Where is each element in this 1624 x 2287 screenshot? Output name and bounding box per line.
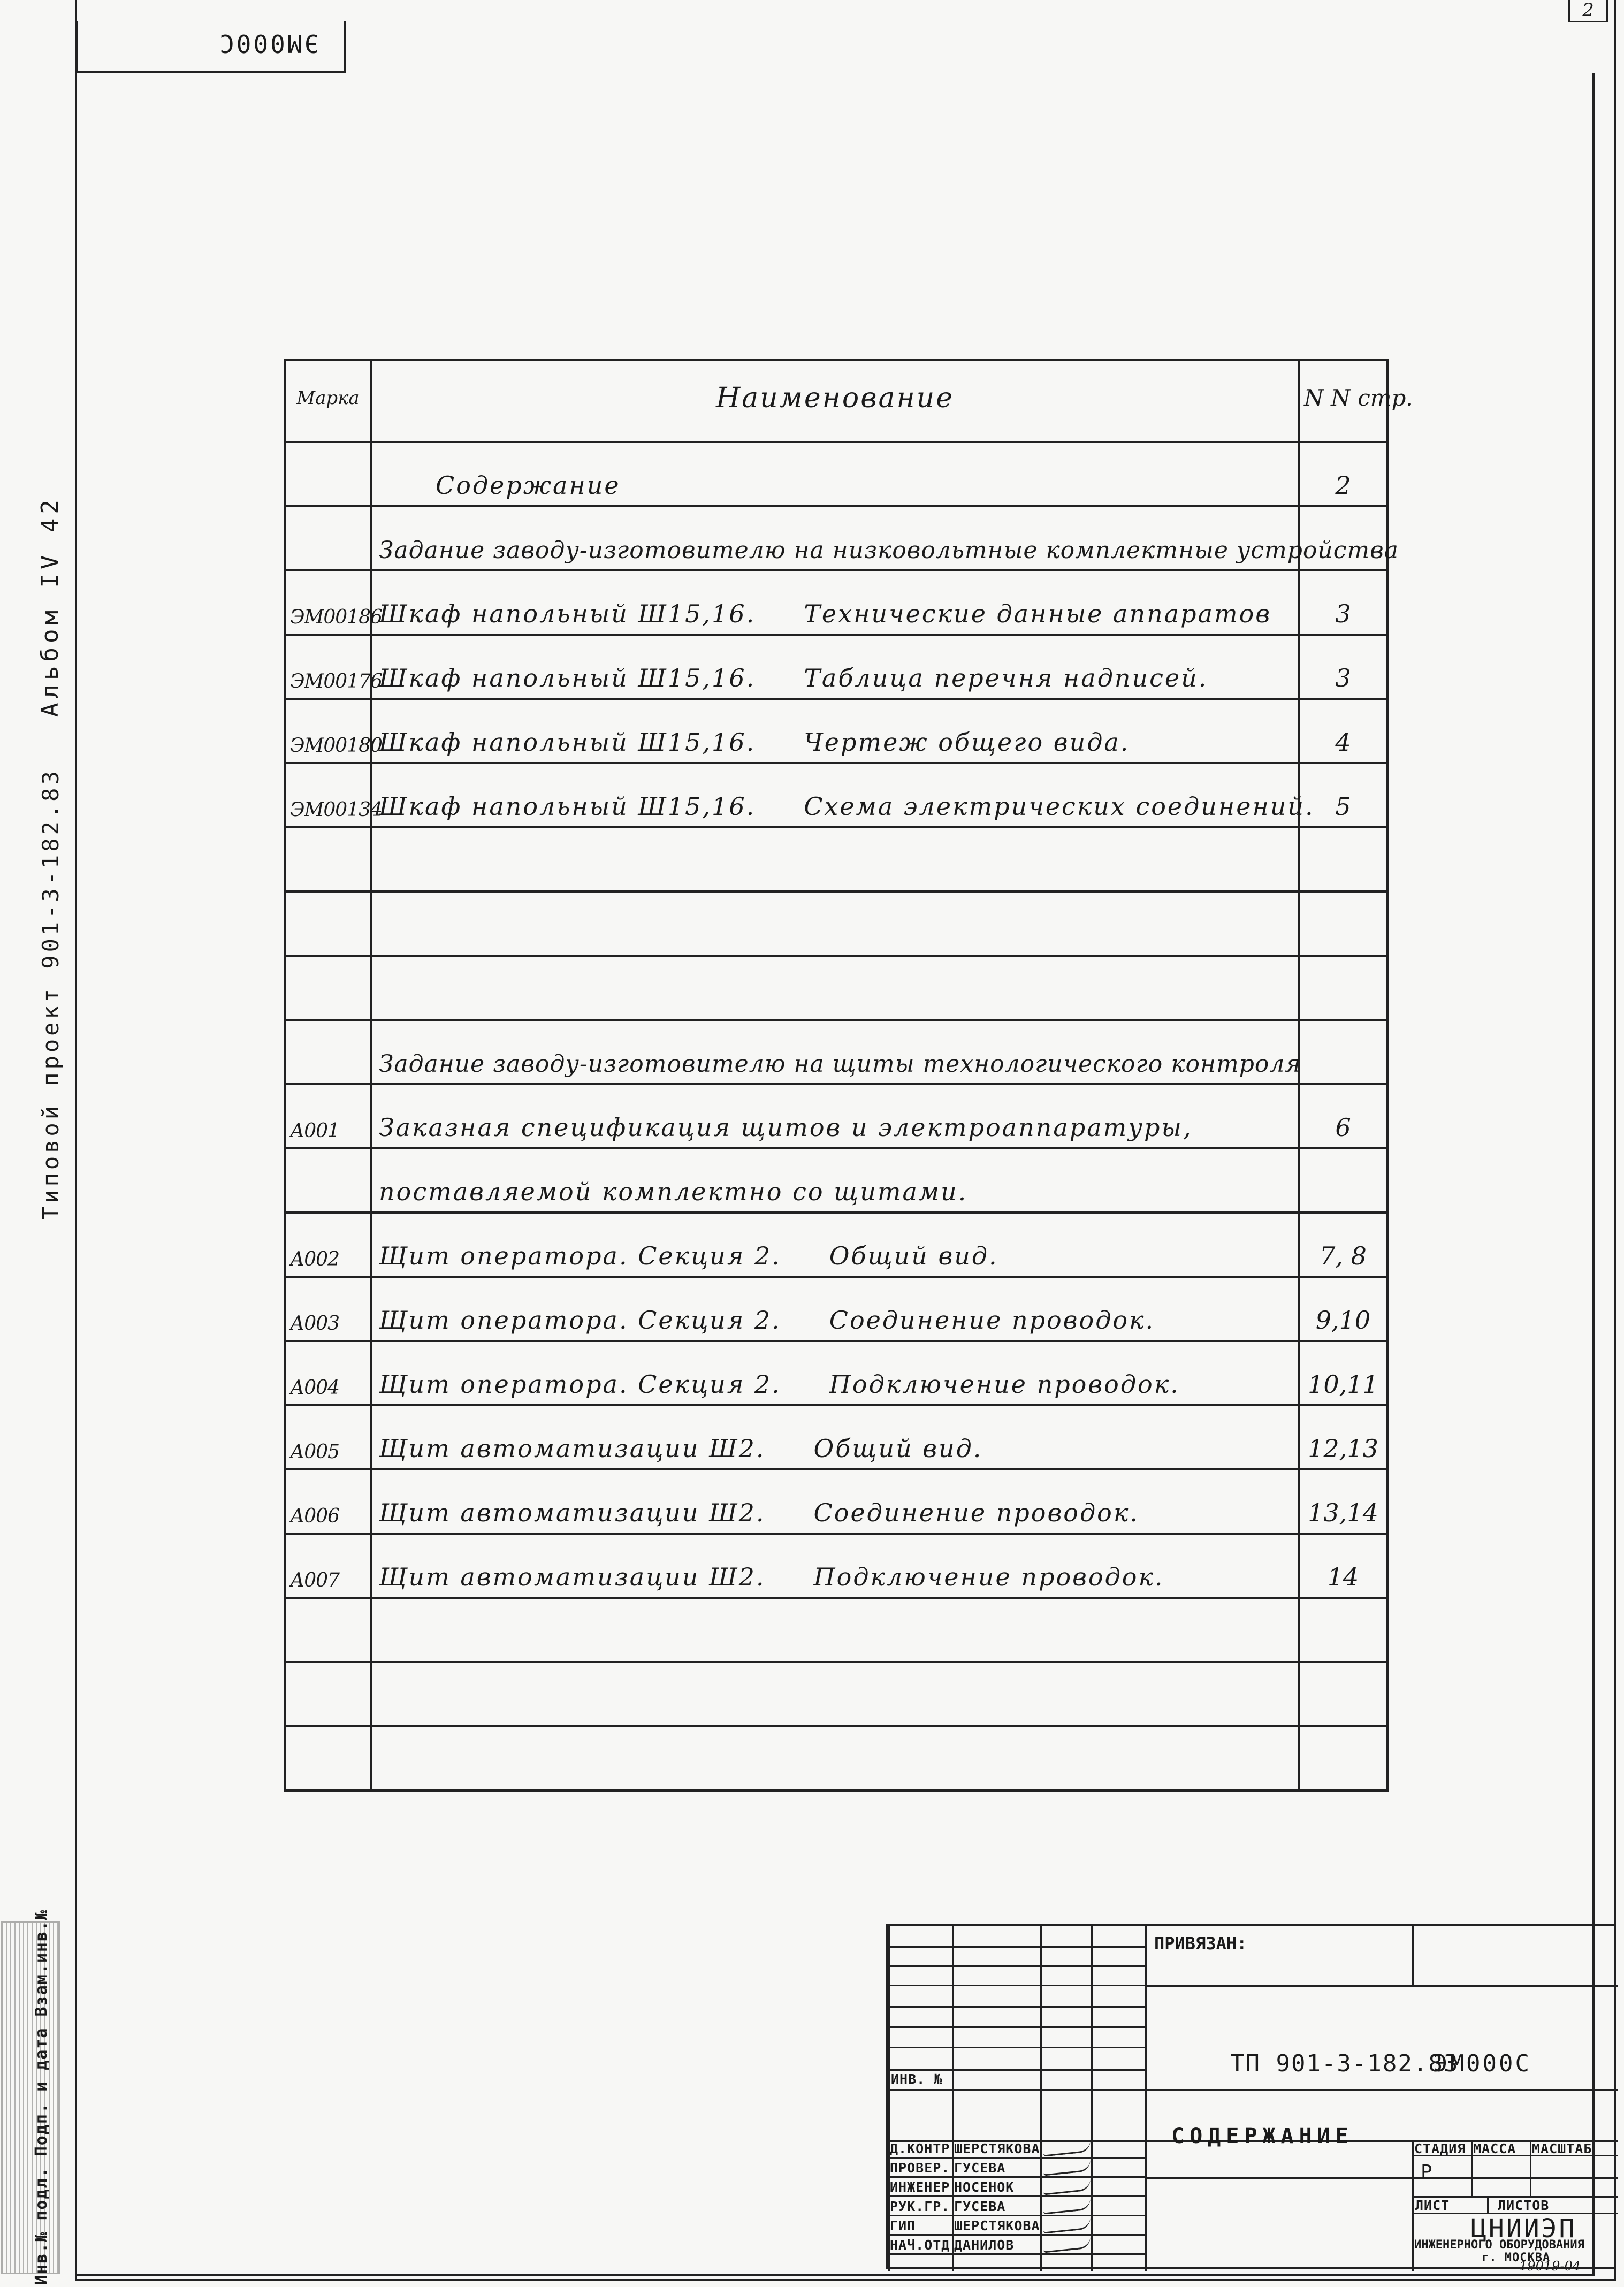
- row-page: 6: [1299, 1084, 1387, 1148]
- row-name: [371, 763, 1315, 827]
- organization-city: г. МОСКВА: [1482, 2251, 1551, 2265]
- scale-label: МАСШТАБ: [1532, 2141, 1592, 2156]
- row-page: 13,14: [1299, 1469, 1387, 1534]
- name-detail-text: Чертеж общего вида.: [804, 728, 1130, 757]
- name-text: Задание заводу-изготовителю на щиты технологического контроля: [379, 1050, 1301, 1078]
- row-page: 7, 8: [1299, 1213, 1387, 1277]
- name-text: Заказная спецификация щитов и электроаппаратуры,: [379, 1113, 1193, 1142]
- row-page: 3: [1299, 635, 1387, 699]
- mark-text: А005: [290, 1441, 339, 1463]
- staff-name: НОСЕНОК: [954, 2179, 1015, 2195]
- table-row: [285, 442, 1387, 506]
- name-text: Шкаф напольный Ш15,16.: [379, 792, 756, 821]
- mark-text: А004: [290, 1377, 339, 1399]
- row-name: [371, 1662, 1299, 1726]
- row-page: [1299, 1726, 1387, 1790]
- row-page: 2: [1299, 442, 1387, 506]
- name-detail-text: Соединение проводок.: [829, 1306, 1155, 1335]
- row-mark: [285, 891, 371, 956]
- staff-role: РУК.ГР.: [890, 2199, 950, 2214]
- staff-role: ИНЖЕНЕР: [890, 2179, 950, 2195]
- stage-value: Р: [1421, 2161, 1432, 2183]
- row-mark: [285, 1277, 371, 1341]
- row-mark: [285, 699, 382, 763]
- mark-text: ЭМ00134: [290, 799, 382, 821]
- row-page: [1299, 1020, 1387, 1084]
- row-page: 12,13: [1299, 1405, 1387, 1469]
- row-page: [1299, 891, 1387, 956]
- row-name: [371, 1341, 1299, 1405]
- stage-label: СТАДИЯ: [1414, 2141, 1466, 2156]
- table-row: [285, 1598, 1387, 1662]
- mark-text: ЭМ00186: [290, 606, 382, 628]
- signature-mark: [1042, 2236, 1092, 2253]
- table-row: [285, 635, 1387, 699]
- album-label: Альбом IV 42: [36, 495, 64, 717]
- table-row: [285, 699, 1387, 763]
- organization-logo: ЦНИИЭП: [1471, 2214, 1577, 2244]
- row-mark: [285, 1341, 371, 1405]
- table-row: [285, 1405, 1387, 1469]
- staff-role: ГИП: [890, 2218, 916, 2233]
- project-code: ТП 901-3-182.83: [1230, 2050, 1459, 2077]
- name-text: Содержание: [436, 471, 621, 500]
- mark-text: А007: [290, 1569, 339, 1591]
- table-body: [285, 442, 1399, 1790]
- table-row: [285, 1277, 1387, 1341]
- table-header-row: [285, 360, 1387, 442]
- organization-subtitle: ИНЖЕНЕРНОГО ОБОРУДОВАНИЯ: [1414, 2238, 1584, 2252]
- row-mark: [285, 1662, 371, 1726]
- name-detail-text: Общий вид.: [813, 1434, 983, 1463]
- header-name: Наименование: [371, 360, 1299, 442]
- inventory-stamp: [1, 1921, 60, 2274]
- row-name: [371, 442, 1299, 506]
- name-text: [377, 1755, 379, 1784]
- row-name: [371, 1020, 1299, 1084]
- name-detail-text: Технические данные аппаратов: [804, 599, 1272, 628]
- row-page: 10,11: [1299, 1341, 1387, 1405]
- name-text: Щит автоматизации Ш2.: [379, 1498, 766, 1527]
- row-mark: [285, 1084, 371, 1148]
- name-text: [377, 1691, 379, 1720]
- row-name: [371, 1469, 1299, 1534]
- staff-name: ДАНИЛОВ: [954, 2237, 1015, 2253]
- staff-name: ГУСЕВА: [954, 2160, 1006, 2176]
- name-text: Шкаф напольный Ш15,16.: [379, 728, 756, 757]
- header-page: N N стр.: [1299, 360, 1387, 442]
- name-detail-text: Подключение проводок.: [813, 1562, 1164, 1591]
- contents-table: [284, 359, 1413, 1792]
- row-page: 9,10: [1299, 1277, 1387, 1341]
- name-text: Щит оператора. Секция 2.: [379, 1306, 781, 1335]
- row-name: [371, 1084, 1299, 1148]
- name-text: Щит оператора. Секция 2.: [379, 1370, 781, 1399]
- name-text: [377, 1627, 379, 1656]
- row-mark: [285, 763, 382, 827]
- table-row: [285, 1020, 1387, 1084]
- row-mark: [285, 1405, 371, 1469]
- table-row: [285, 1534, 1387, 1598]
- name-text: Щит автоматизации Ш2.: [379, 1434, 766, 1463]
- row-page: 5: [1299, 763, 1387, 827]
- table-row: [285, 1213, 1387, 1277]
- mark-text: А002: [290, 1248, 339, 1270]
- table-row: [285, 1084, 1387, 1148]
- row-name: [371, 1405, 1299, 1469]
- row-page: [1299, 1662, 1387, 1726]
- top-stamp-code: ЭМ000С: [217, 29, 319, 58]
- mark-text: А001: [290, 1120, 339, 1142]
- name-detail-text: Подключение проводок.: [829, 1370, 1180, 1399]
- row-page: [1299, 827, 1387, 891]
- row-page: [1299, 1598, 1387, 1662]
- row-mark: [285, 1469, 371, 1534]
- name-text: Щит оператора. Секция 2.: [379, 1241, 781, 1270]
- title-block: [886, 1924, 1616, 2274]
- name-detail-text: Таблица перечня надписей.: [804, 664, 1208, 692]
- table-row: [285, 1469, 1387, 1534]
- row-name: [371, 891, 1299, 956]
- signature-mark: [1042, 2159, 1092, 2176]
- row-page: [1299, 1148, 1387, 1213]
- row-name: [371, 506, 1399, 570]
- row-mark: [285, 956, 371, 1020]
- table-row: [285, 1341, 1387, 1405]
- name-detail-text: Соединение проводок.: [813, 1498, 1139, 1527]
- row-page: 14: [1299, 1534, 1387, 1598]
- table-row: [285, 1726, 1387, 1790]
- name-text: Шкаф напольный Ш15,16.: [379, 664, 756, 692]
- row-name: [371, 699, 1299, 763]
- sheet-label: ЛИСТ: [1415, 2198, 1450, 2213]
- name-text: поставляемой комплектно со щитами.: [379, 1177, 968, 1206]
- row-name: [371, 1598, 1299, 1662]
- row-page: 3: [1299, 570, 1387, 635]
- row-name: [371, 1213, 1299, 1277]
- row-mark: [285, 570, 382, 635]
- row-mark: [285, 827, 371, 891]
- row-page: [1299, 956, 1387, 1020]
- signature-mark: [1042, 2139, 1092, 2156]
- table-row: [285, 891, 1387, 956]
- staff-name: ГУСЕВА: [954, 2199, 1006, 2214]
- mark-text: А003: [290, 1313, 339, 1335]
- mark-text: ЭМ00180: [290, 735, 382, 757]
- row-name: [371, 1726, 1299, 1790]
- staff-role: ПРОВЕР.: [890, 2160, 950, 2176]
- mark-text: ЭМ00176: [290, 670, 382, 692]
- row-name: [371, 1148, 1299, 1213]
- staff-name: ШЕРСТЯКОВА: [954, 2141, 1040, 2156]
- staff-role: Д.КОНТР: [890, 2141, 950, 2156]
- table-row: [285, 827, 1387, 891]
- row-mark: [285, 635, 382, 699]
- row-mark: [285, 1598, 371, 1662]
- inventory-number-label: ИНВ. №: [891, 2071, 943, 2087]
- mark-text: А006: [290, 1505, 339, 1527]
- table-row: [285, 763, 1387, 827]
- name-text: [377, 856, 379, 885]
- attached-label: ПРИВЯЗАН:: [1154, 1933, 1247, 1954]
- table-row: [285, 1148, 1387, 1213]
- name-text: Задание заводу-изготовителю на низковольтные комплектные устройства: [379, 537, 1399, 564]
- signature-mark: [1042, 2216, 1092, 2233]
- name-text: [377, 985, 379, 1013]
- name-text: Щит автоматизации Ш2.: [379, 1562, 766, 1591]
- row-mark: [285, 1213, 371, 1277]
- signature-mark: [1042, 2197, 1092, 2214]
- header-mark: Марка: [285, 360, 371, 442]
- row-mark: [285, 1148, 371, 1213]
- inventory-label: Инв.№ подл. Подп. и дата Взам.инв.№: [32, 1909, 51, 2285]
- row-name: [371, 827, 1299, 891]
- table-row: [285, 570, 1387, 635]
- name-detail-text: Схема электрических соединений.: [804, 792, 1315, 821]
- row-mark: [285, 442, 371, 506]
- signature-mark: [1042, 2178, 1092, 2195]
- sheets-label: ЛИСТОВ: [1498, 2198, 1550, 2213]
- table-row: [285, 1662, 1387, 1726]
- project-label: Типовой проект 901-3-182.83: [37, 768, 64, 1220]
- name-text: [377, 920, 379, 949]
- row-mark: [285, 1534, 371, 1598]
- sheet-title: СОДЕРЖАНИЕ: [1171, 2124, 1354, 2148]
- row-name: [371, 956, 1299, 1020]
- table-row: [285, 506, 1387, 570]
- row-name: [371, 1277, 1299, 1341]
- row-mark: [285, 1726, 371, 1790]
- row-name: [371, 635, 1299, 699]
- row-page: 4: [1299, 699, 1387, 763]
- order-number: 19019-04: [1519, 2259, 1581, 2274]
- name-text: Шкаф напольный Ш15,16.: [379, 599, 756, 628]
- staff-role: НАЧ.ОТД: [890, 2237, 950, 2253]
- name-detail-text: Общий вид.: [829, 1241, 998, 1270]
- row-mark: [285, 506, 371, 570]
- top-stamp: [76, 21, 346, 73]
- sheet-code: ЭМ000С: [1434, 2050, 1531, 2077]
- mass-label: МАССА: [1473, 2141, 1516, 2156]
- page-number: 2: [1568, 0, 1608, 22]
- row-name: [371, 570, 1299, 635]
- staff-name: ШЕРСТЯКОВА: [954, 2218, 1040, 2233]
- row-mark: [285, 1020, 371, 1084]
- row-name: [371, 1534, 1299, 1598]
- table-row: [285, 956, 1387, 1020]
